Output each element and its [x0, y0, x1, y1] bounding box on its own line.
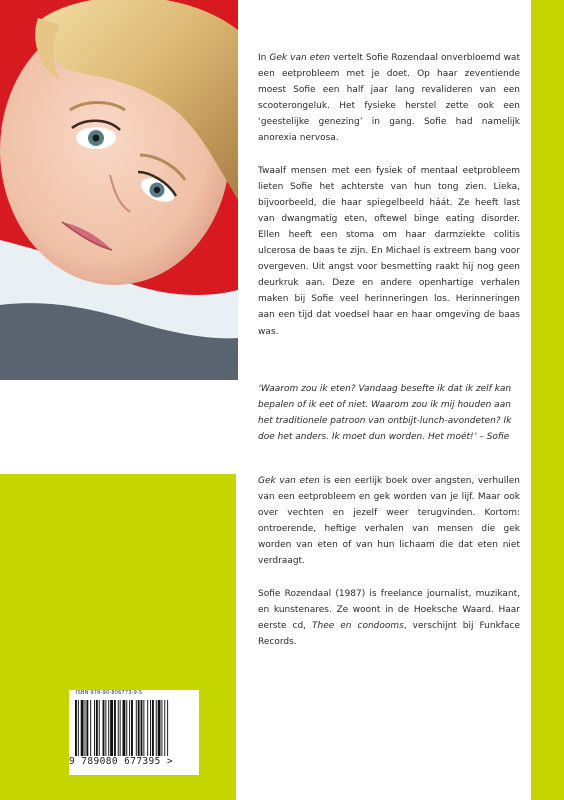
barcode-bar: [96, 700, 98, 756]
barcode-bar: [141, 700, 143, 756]
barcode-bar: [126, 700, 127, 756]
cover-portrait-photo: [0, 0, 238, 380]
author-bio-paragraph: Sofie Rozendaal (1987) is freelance journalist, muzikant, en kunstenares. Ze woont in de Hoeksche Waard. Haar eerste cd, Thee en condooms, verschijnt bij Funkface Records.: [258, 588, 520, 647]
barcode-bar: [78, 700, 79, 756]
stories-paragraph: Twaalf mensen met een fysiek of mentaal eetprobleem lieten Sofie het achterste van hun tong zien. Lieka, bijvoorbeeld, die haar spiegelbeeld háát. Ze heeft last van dwangmatig eten, oftewel binge eating disorder. Ellen heeft een stoma om haar darmziekte colitis ulcerosa de baas te zijn. En Michael is extreem bang voor overgeven. Uit angst voor besmetting raakt hij nog geen deurkruk aan. Deze en andere openhartige verhalen maken bij Sofie veel herinneringen los. Herinneringen aan een tijd dat voedsel haar en haar omgeving de baas was.: [258, 165, 520, 337]
barcode-bar: [147, 700, 148, 756]
barcode-digits: 9 789080 677395 >: [69, 756, 174, 767]
barcode-bar: [105, 700, 106, 756]
barcode-bar: [143, 700, 144, 756]
barcode-bar: [131, 700, 133, 756]
barcode-bar: [129, 700, 130, 756]
isbn-label: ISBN 978-90-806773-9-5: [76, 690, 143, 696]
green-side-strip: [531, 0, 564, 800]
barcode-bar: [164, 700, 165, 756]
barcode-bar: [90, 700, 91, 756]
barcode-bar: [86, 700, 88, 756]
barcode-bar: [156, 700, 157, 756]
barcode-bar: [150, 700, 151, 756]
barcode-bar: [138, 700, 140, 756]
body-text-upper: [258, 50, 520, 356]
barcode-bar: [110, 700, 113, 756]
barcode-bar: [167, 700, 168, 756]
barcode-bar: [158, 700, 161, 756]
barcode-bar: [120, 700, 121, 756]
barcode-panel: [69, 690, 199, 775]
barcode-bar: [136, 700, 137, 756]
barcode-bar: [75, 700, 77, 756]
barcode-bar: [103, 700, 105, 756]
barcode-bar: [118, 700, 119, 756]
barcode-bar: [114, 700, 116, 756]
barcode-bar: [123, 700, 126, 756]
barcode-bar: [94, 700, 95, 756]
intro-paragraph: In Gek van eten vertelt Sofie Rozendaal onverbloemd wat een eetprobleem met je doet. Op haar zeventiende moest Sofie een half jaar lang revalideren van een scooterongeluk. Het fysieke herstel zette ook een ‘geestelijke genezing’ in gang. Sofie had namelijk anorexia nervosa.: [258, 53, 520, 144]
barcode-bar: [85, 700, 86, 756]
body-text-lower: [258, 473, 520, 666]
barcode-bar: [108, 700, 109, 756]
portrait-illustration: [0, 0, 238, 380]
sofie-quote: ‘Waarom zou ik eten? Vandaag besefte ik dat ik zelf kan bepalen of ik eet of niet. Waarom zou ik mij houden aan het traditionele patroon van ontbijt-lunch-avondeten? Ik doe het anders. Ik moet dun worden. Het moét!’ – Sofie: [258, 384, 512, 443]
summary-paragraph: Gek van eten is een eerlijk boek over angsten, verhullen van een eetprobleem en gek worden van je lijf. Maar ook over vechten en jezelf weer terugvinden. Kortom: ontroerende, heftige verhalen van mensen die gek worden van eten of van hun lichaam die dat eten niet verdraagt.: [258, 476, 520, 567]
barcode-bars: [75, 700, 193, 756]
barcode-bar: [161, 700, 162, 756]
barcode-bar: [99, 700, 100, 756]
barcode-bar: [81, 700, 84, 756]
barcode-bar: [152, 700, 154, 756]
